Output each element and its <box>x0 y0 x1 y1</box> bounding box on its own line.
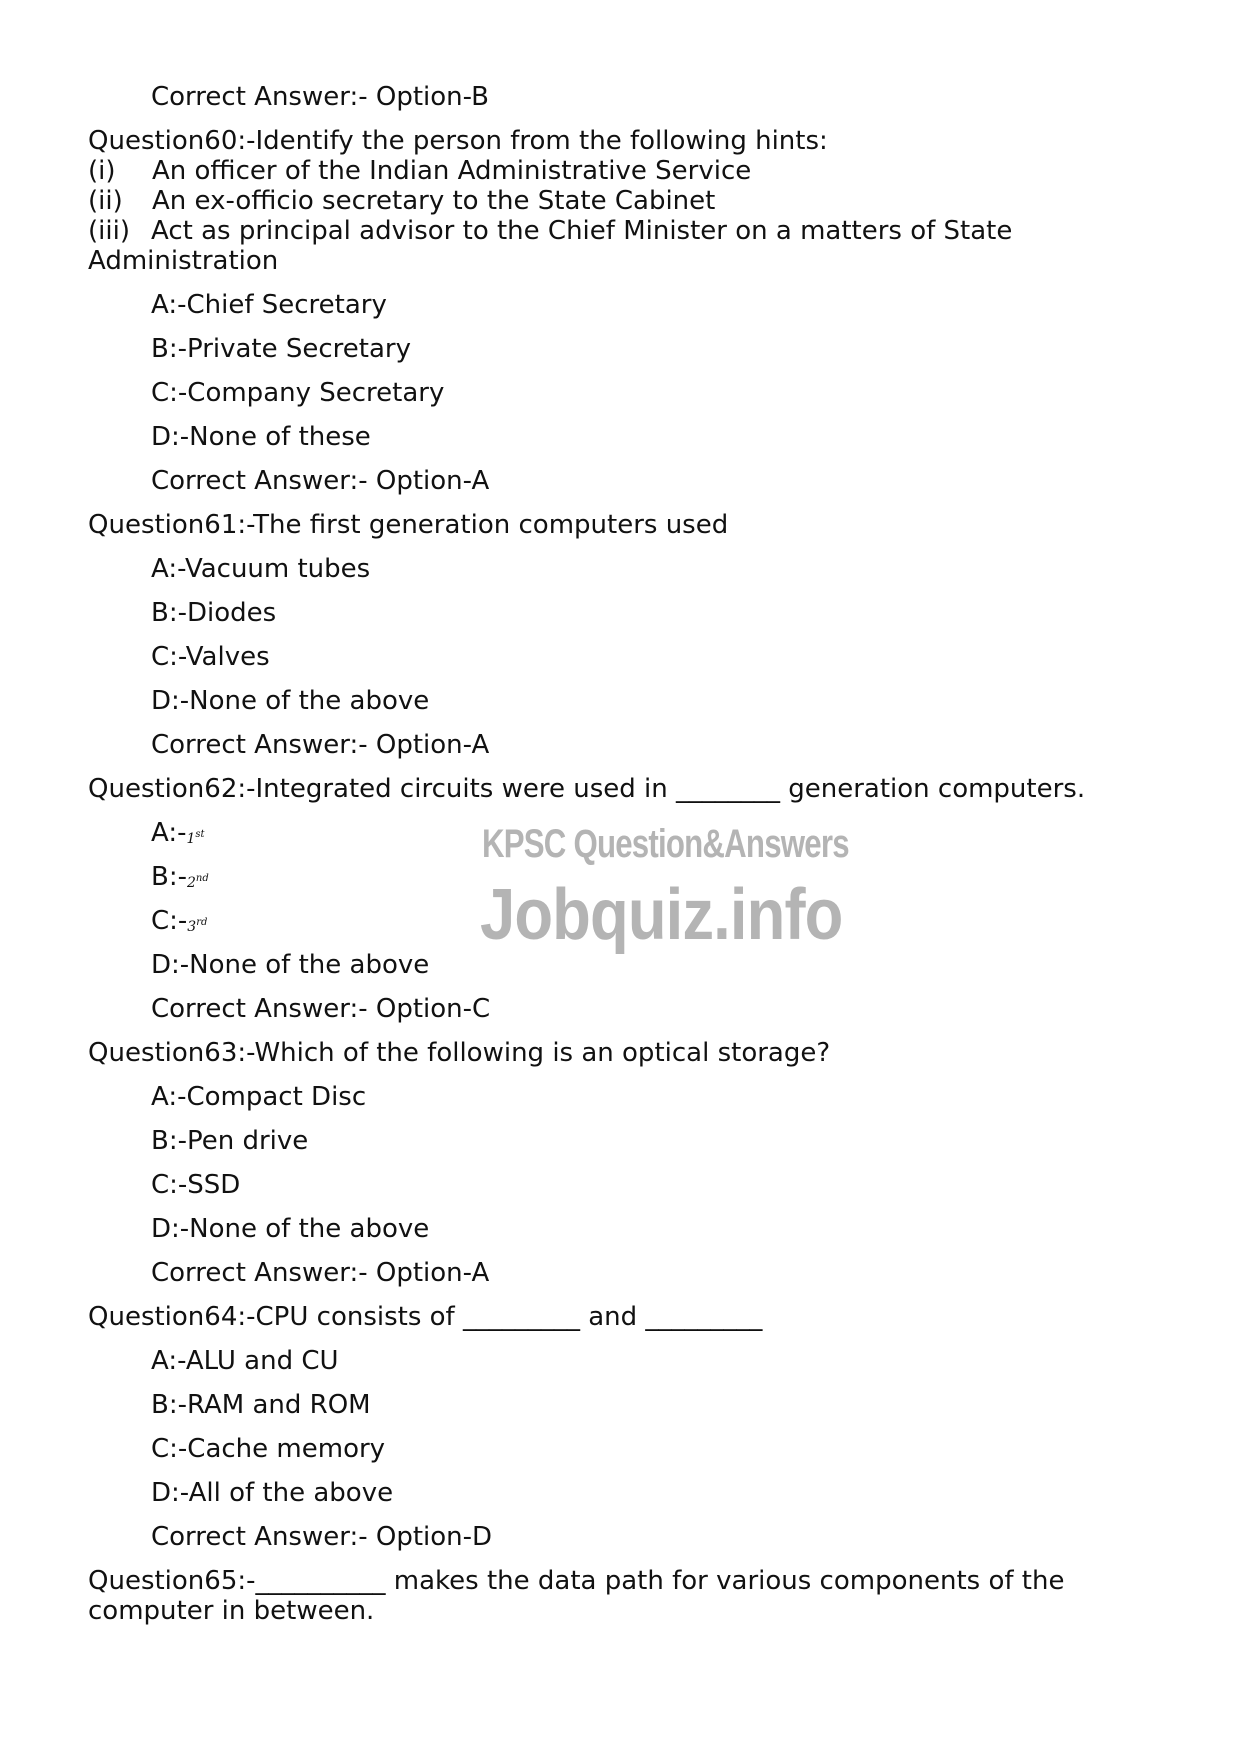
option-prefix: B:- <box>151 862 187 892</box>
question-65: Question65:-__________ makes the data path for various components of the <box>88 1566 1065 1596</box>
option-c: C:-SSD <box>151 1170 241 1200</box>
option-b: B:-Diodes <box>151 598 277 628</box>
option-d: D:-None of the above <box>151 686 430 716</box>
option-c: C:-Valves <box>151 642 270 672</box>
correct-answer: Correct Answer:- Option-A <box>151 730 490 760</box>
hint-text-2: An ex-officio secretary to the State Cabinet <box>152 186 716 216</box>
option-c: C:-Cache memory <box>151 1434 386 1464</box>
question-60: Question60:-Identify the person from the following hints: <box>88 126 828 156</box>
option-prefix: A:- <box>151 818 187 848</box>
hint-number-1: (i) <box>88 156 116 186</box>
correct-answer: Correct Answer:- Option-D <box>151 1522 493 1552</box>
ordinal-number: 1 <box>186 831 196 847</box>
option-c <box>151 906 207 942</box>
option-b <box>151 862 209 898</box>
option-a: A:-Chief Secretary <box>151 290 387 320</box>
ordinal-suffix: rd <box>196 917 208 928</box>
hint-text-3: Act as principal advisor to the Chief Minister on a matters of State <box>151 216 1013 246</box>
ordinal-value <box>186 831 204 847</box>
option-b: B:-Pen drive <box>151 1126 309 1156</box>
question-64: Question64:-CPU consists of _________ and _________ <box>88 1302 763 1332</box>
option-d: D:-None of the above <box>151 950 430 980</box>
question-62: Question62:-Integrated circuits were used in ________ generation computers. <box>88 774 1086 804</box>
option-b: B:-Private Secretary <box>151 334 411 364</box>
ordinal-suffix: st <box>195 829 205 840</box>
correct-answer: Correct Answer:- Option-C <box>151 994 491 1024</box>
ordinal-number: 3 <box>187 919 197 935</box>
watermark-site: Jobquiz.info <box>480 875 843 955</box>
correct-answer: Correct Answer:- Option-A <box>151 1258 490 1288</box>
correct-answer-prev: Correct Answer:- Option-B <box>151 82 489 112</box>
ordinal-value <box>187 919 207 935</box>
option-a: A:-Vacuum tubes <box>151 554 371 584</box>
option-c: C:-Company Secretary <box>151 378 445 408</box>
hint-number-3: (iii) <box>88 216 130 246</box>
question-65-continued: computer in between. <box>88 1596 375 1626</box>
option-d: D:-All of the above <box>151 1478 394 1508</box>
option-d: D:-None of the above <box>151 1214 430 1244</box>
option-a: A:-ALU and CU <box>151 1346 339 1376</box>
hint-text-continued: Administration <box>88 246 279 276</box>
correct-answer: Correct Answer:- Option-A <box>151 466 490 496</box>
ordinal-number: 2 <box>186 875 196 891</box>
watermark-subtitle: KPSC Question&Answers <box>482 822 849 866</box>
hint-number-2: (ii) <box>88 186 123 216</box>
question-63: Question63:-Which of the following is an optical storage? <box>88 1038 831 1068</box>
option-prefix: C:- <box>151 906 188 936</box>
option-b: B:-RAM and ROM <box>151 1390 371 1420</box>
option-a: A:-Compact Disc <box>151 1082 367 1112</box>
ordinal-suffix: nd <box>195 873 209 884</box>
question-61: Question61:-The first generation computers used <box>88 510 729 540</box>
hint-text-1: An officer of the Indian Administrative Service <box>152 156 752 186</box>
option-d: D:-None of these <box>151 422 371 452</box>
option-a <box>151 818 205 854</box>
ordinal-value <box>187 875 209 891</box>
